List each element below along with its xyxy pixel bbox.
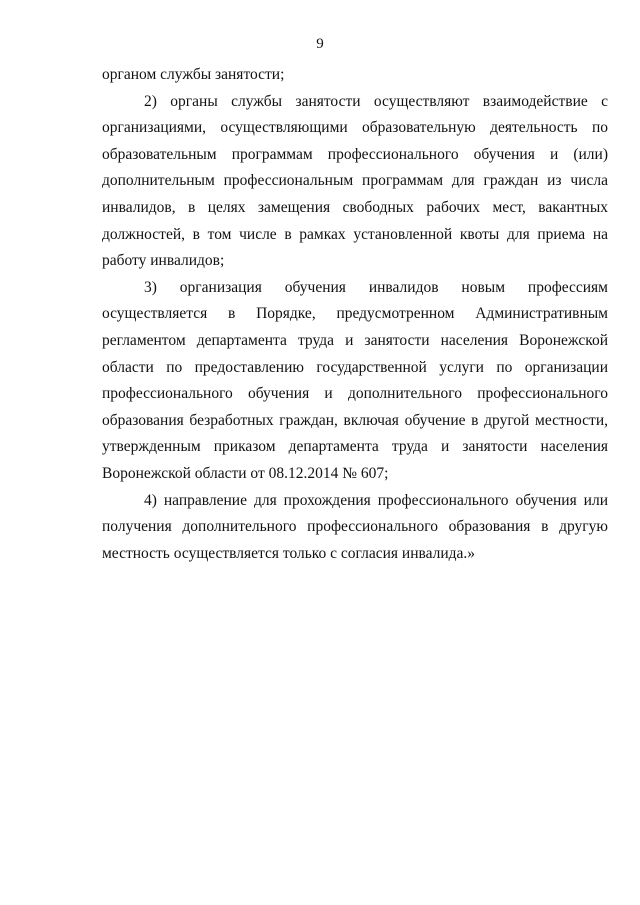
text-line: образования безработных граждан, включая обучение в другой местности, bbox=[102, 411, 608, 429]
text-line: органом службы занятости; bbox=[102, 66, 285, 83]
text-line: образовательным программам профессионального обучения и (или) bbox=[102, 145, 608, 163]
text-line: должностей, в том числе в рамках установленной квоты для приема на bbox=[102, 225, 608, 243]
text-line: области по предоставлению государственной услуги по организации bbox=[102, 358, 608, 376]
paragraph-item-2 bbox=[102, 89, 608, 275]
paragraph-continuation bbox=[102, 62, 608, 89]
text-line: профессионального обучения и дополнительного профессионального bbox=[102, 385, 608, 403]
paragraph-item-4 bbox=[102, 488, 608, 568]
text-line: регламентом департамента труда и занятости населения Воронежской bbox=[102, 331, 608, 349]
text-line: получения дополнительного профессионального образования в другую bbox=[102, 518, 608, 536]
text-line: утвержденным приказом департамента труда и занятости населения bbox=[102, 438, 608, 456]
text-line: Воронежской области от 08.12.2014 № 607; bbox=[102, 464, 389, 482]
page-number: 9 bbox=[316, 36, 324, 52]
text-line: 3) организация обучения инвалидов новым профессиям bbox=[144, 278, 608, 296]
paragraph-item-3 bbox=[102, 275, 608, 488]
text-line: местность осуществляется только с согласия инвалида.» bbox=[102, 544, 476, 562]
text-line: 2) органы службы занятости осуществляют взаимодействие с bbox=[144, 92, 608, 110]
text-line: осуществляется в Порядке, предусмотренном Административным bbox=[102, 305, 608, 323]
document-body bbox=[102, 62, 608, 567]
text-line: работу инвалидов; bbox=[102, 252, 225, 270]
text-line: инвалидов, в целях замещения свободных рабочих мест, вакантных bbox=[102, 198, 608, 216]
text-line: дополнительным профессиональным программам для граждан из числа bbox=[102, 172, 608, 190]
text-line: организациями, осуществляющими образовательную деятельность по bbox=[102, 119, 608, 137]
text-line: 4) направление для прохождения профессионального обучения или bbox=[144, 491, 608, 509]
